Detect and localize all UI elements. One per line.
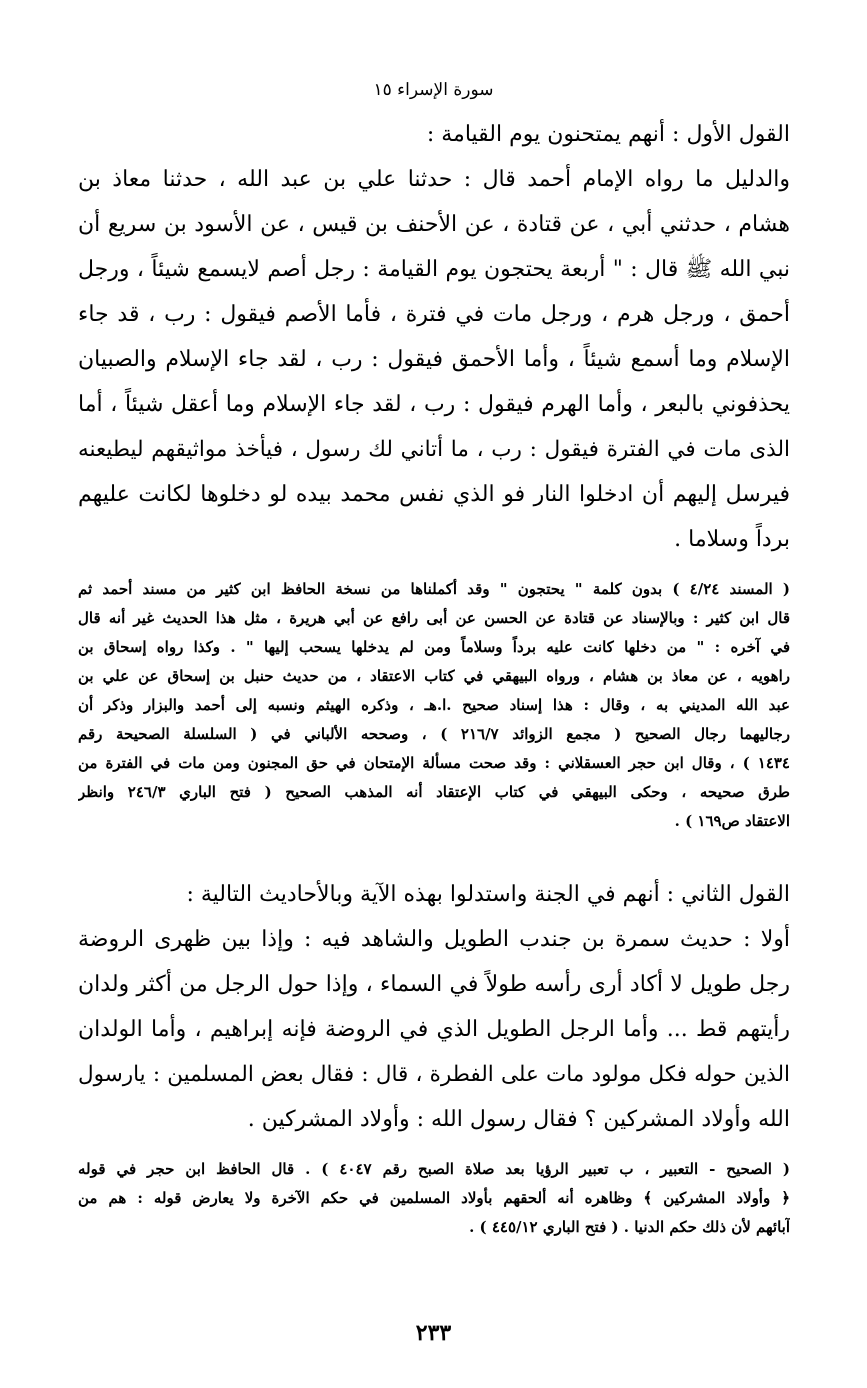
section-heading: القول الأول : أنهم يمتحنون يوم القيامة : xyxy=(426,122,790,147)
body-line: هشام ، حدثني أبي ، عن قتادة ، عن الأحنف بن قيس ، عن الأسود بن سريع أن xyxy=(78,212,790,237)
section-heading: القول الثاني : أنهم في الجنة واستدلوا بهذه الآية وبالأحاديث التالية : xyxy=(186,882,790,907)
page-header: سورة الإسراء ١٥ xyxy=(373,80,494,100)
footnote-line: الاعتقاد ص١٦٩ ) . xyxy=(674,812,790,830)
body-line: أولا : حديث سمرة بن جندب الطويل والشاهد فيه : وإذا بين ظهرى الروضة xyxy=(78,927,790,952)
body-line: الذين حوله فكل مولود مات على الفطرة ، قال : فقال بعض المسلمين : يارسول xyxy=(78,1062,790,1087)
footnote-line: ١٤٣٤ ) ، وقال ابن حجر العسقلاني : وقد صحت مسألة الإمتحان في حق المجنون ومن مات في الفترة من xyxy=(78,754,790,772)
body-line: الله وأولاد المشركين ؟ فقال رسول الله : وأولاد المشركين . xyxy=(247,1107,790,1132)
body-line: فيرسل إليهم أن ادخلوا النار فو الذي نفس محمد بيده لو دخلوها لكانت عليهم xyxy=(78,482,790,507)
body-line: الإسلام وما أسمع شيئاً ، وأما الأحمق فيقول : رب ، لقد جاء الإسلام والصبيان xyxy=(78,347,790,372)
footnote-line: رجاليهما رجال الصحيح ( مجمع الزوائد ٢١٦/٧ ) ، وصححه الألباني في ( السلسلة الصحيحة رقم xyxy=(78,725,790,743)
footnote-line: راهويه ، عن معاذ بن هشام ، ورواه البيهقي في كتاب الاعتقاد ، من حديث حنبل بن إسحاق عن علي بن xyxy=(78,667,790,685)
footnote-line: ( المسند ٤/٢٤ ) بدون كلمة " يحتجون " وقد أكملناها من نسخة الحافظ ابن كثير من مسند أحمد ثم xyxy=(78,580,790,598)
footnote-1 xyxy=(78,575,790,836)
page-number: ٢٣٣ xyxy=(415,1320,452,1346)
body-line: نبي الله ﷺ قال : " أربعة يحتجون يوم القيامة : رجل أصم لايسمع شيئاً ، ورجل xyxy=(78,257,790,282)
body-line: يحذفوني بالبعر ، وأما الهرم فيقول : رب ، لقد جاء الإسلام وما أعقل شيئاً ، أما xyxy=(78,392,790,417)
footnote-line: ﴿ وأولاد المشركين ﴾ وظاهره أنه ألحقهم بأولاد المسلمين في حكم الآخرة ولا يعارض قوله : هم من xyxy=(78,1189,790,1207)
body-line: أحمق ، ورجل هرم ، ورجل مات في فترة ، فأما الأصم فيقول : رب ، قد جاء xyxy=(78,302,790,327)
footnote-2 xyxy=(78,1155,790,1242)
footnote-line: في آخره : " من دخلها كانت عليه برداً وسلاماً ومن لم يدخلها يسحب إليها " . وكذا رواه إسحاق بن xyxy=(78,638,790,656)
body-line: الذى مات في الفترة فيقول : رب ، ما أتاني لك رسول ، فيأخذ مواثيقهم ليطيعنه xyxy=(78,437,790,462)
section-2 xyxy=(78,872,790,1142)
body-line: والدليل ما رواه الإمام أحمد قال : حدثنا علي بن عبد الله ، حدثنا معاذ بن xyxy=(78,167,790,192)
body-line: رجل طويل لا أكاد أرى رأسه طولاً في السماء ، وإذا حول الرجل من أكثر ولدان xyxy=(78,972,790,997)
footnote-line: قال ابن كثير : وبالإسناد عن قتادة عن الحسن عن أبى رافع عن أبي هريرة ، مثل هذا الحديث غير أنه قال xyxy=(78,609,790,627)
section-1 xyxy=(78,112,790,562)
footnote-line: عبد الله المديني به ، وقال : هذا إسناد صحيح .ا.هـ ، وذكره الهيثم ونسبه إلى أحمد والبزار وذكر أن xyxy=(78,696,790,714)
footnote-line: ( الصحيح - التعبير ، ب تعبير الرؤيا بعد صلاة الصبح رقم ٤٠٤٧ ) . قال الحافظ ابن حجر في قوله xyxy=(78,1160,790,1178)
footnote-line: آبائهم لأن ذلك حكم الدنيا . ( فتح الباري ٤٤٥/١٢ ) . xyxy=(469,1218,790,1236)
footnote-line: طرق صحيحه ، وحكى البيهقي في كتاب الإعتقاد أنه المذهب الصحيح ( فتح الباري ٢٤٦/٣ وانظر xyxy=(78,783,790,801)
body-line: برداً وسلاما . xyxy=(674,527,790,552)
body-line: رأيتهم قط ... وأما الرجل الطويل الذي في الروضة فإنه إبراهيم ، وأما الولدان xyxy=(78,1017,790,1042)
